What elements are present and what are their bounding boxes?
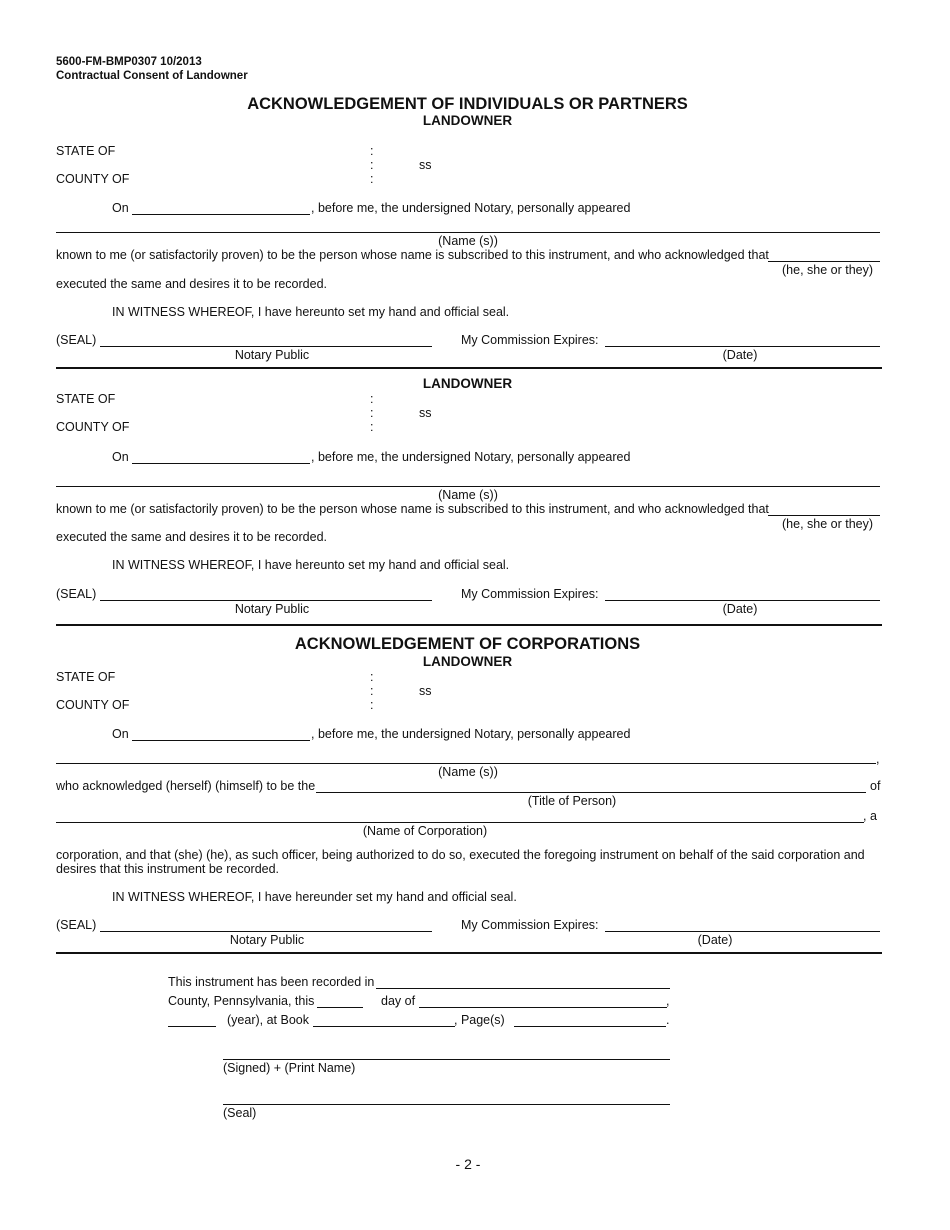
section-divider [56, 367, 882, 369]
county-pa-label: County, Pennsylvania, this [168, 994, 315, 1008]
colon: : [370, 392, 374, 406]
on-label: On [112, 450, 129, 464]
pages-field[interactable] [514, 1026, 666, 1027]
seal-label: (SEAL) [56, 333, 97, 347]
county-of-label: COUNTY OF [56, 698, 130, 712]
known-to-me-text: known to me (or satisfactorily proven) to be the person whose name is subscribed to this instrument, and who acknowledged that [56, 502, 769, 516]
names-field[interactable] [56, 763, 876, 764]
corp-caption: (Name of Corporation) [362, 824, 488, 838]
commission-label: My Commission Expires: [461, 918, 599, 932]
commission-label: My Commission Expires: [461, 587, 599, 601]
notary-signature-field[interactable] [100, 931, 432, 932]
section-divider [56, 952, 882, 954]
colon: : [370, 406, 374, 420]
signed-field[interactable] [223, 1059, 670, 1060]
colon: : [370, 698, 374, 712]
names-caption: (Name (s)) [438, 234, 498, 248]
county-of-label: COUNTY OF [56, 172, 130, 186]
witness-text: IN WITNESS WHEREOF, I have hereunder set my hand and official seal. [112, 890, 517, 904]
ss-label: ss [419, 406, 432, 420]
names-field[interactable] [56, 486, 880, 487]
seal-label: (SEAL) [56, 587, 97, 601]
on-label: On [112, 201, 129, 215]
witness-text: IN WITNESS WHEREOF, I have hereunto set my hand and official seal. [112, 558, 510, 572]
names-caption: (Name (s)) [438, 488, 498, 502]
notary-signature-field[interactable] [100, 346, 432, 347]
before-me-text: , before me, the undersigned Notary, personally appeared [311, 201, 631, 215]
date-appeared-field[interactable] [132, 740, 310, 741]
pronoun-caption: (he, she or they) [782, 517, 874, 531]
acknowledged-text: who acknowledged (herself) (himself) to be the [56, 779, 316, 793]
period: . [666, 1013, 670, 1027]
names-caption: (Name (s)) [438, 765, 498, 779]
commission-label: My Commission Expires: [461, 333, 599, 347]
signed-caption: (Signed) + (Print Name) [223, 1061, 356, 1075]
notary-caption: Notary Public [229, 933, 305, 947]
recorded-in-label: This instrument has been recorded in [168, 975, 375, 989]
book-field[interactable] [313, 1026, 455, 1027]
form-code: 5600-FM-BMP0307 10/2013 [56, 56, 202, 68]
ss-label: ss [419, 158, 432, 172]
state-of-label: STATE OF [56, 392, 116, 406]
colon: : [370, 144, 374, 158]
date-caption: (Date) [722, 348, 758, 362]
date-caption: (Date) [722, 602, 758, 616]
before-me-text: , before me, the undersigned Notary, personally appeared [311, 727, 631, 741]
colon: : [370, 420, 374, 434]
executed-text: executed the same and desires it to be recorded. [56, 277, 327, 291]
section1-subtitle: LANDOWNER [422, 113, 513, 128]
section3-subtitle: LANDOWNER [422, 654, 513, 669]
pages-label: , Page(s) [454, 1013, 505, 1027]
notary-caption: Notary Public [234, 602, 310, 616]
seal-caption: (Seal) [223, 1106, 257, 1120]
commission-date-field[interactable] [605, 600, 880, 601]
of-label: of [870, 779, 881, 793]
names-field[interactable] [56, 232, 880, 233]
ss-label: ss [419, 684, 432, 698]
county-of-label: COUNTY OF [56, 420, 130, 434]
executed-text: executed the same and desires it to be recorded. [56, 530, 327, 544]
corporation-name-field[interactable] [56, 822, 864, 823]
colon: : [370, 684, 374, 698]
state-of-label: STATE OF [56, 670, 116, 684]
section-divider [56, 624, 882, 626]
date-appeared-field[interactable] [132, 463, 310, 464]
year-book-label: (year), at Book [227, 1013, 309, 1027]
known-to-me-text: known to me (or satisfactorily proven) to be the person whose name is subscribed to this instrument, and who acknowledged that [56, 248, 769, 262]
before-me-text: , before me, the undersigned Notary, personally appeared [311, 450, 631, 464]
notary-signature-field[interactable] [100, 600, 432, 601]
witness-text: IN WITNESS WHEREOF, I have hereunto set my hand and official seal. [112, 305, 510, 319]
a-label: , a [863, 809, 877, 823]
colon: : [370, 172, 374, 186]
section3-title: ACKNOWLEDGEMENT OF CORPORATIONS [294, 635, 641, 653]
colon: : [370, 670, 374, 684]
year-field[interactable] [168, 1026, 216, 1027]
date-caption: (Date) [697, 933, 733, 947]
date-appeared-field[interactable] [132, 214, 310, 215]
pronoun-field[interactable] [768, 515, 880, 516]
page-number: - 2 - [455, 1156, 481, 1172]
comma: , [666, 994, 670, 1008]
section2-subtitle: LANDOWNER [422, 376, 513, 391]
pronoun-field[interactable] [768, 261, 880, 262]
section1-title: ACKNOWLEDGEMENT OF INDIVIDUALS OR PARTNERS [247, 95, 688, 113]
corporation-text: corporation, and that (she) (he), as such officer, being authorized to do so, executed the foregoing instrument on behalf of the said corporation and desires that this instrument be recorded. [56, 848, 865, 876]
form-name: Contractual Consent of Landowner [56, 70, 248, 82]
commission-date-field[interactable] [605, 931, 880, 932]
seal-label: (SEAL) [56, 918, 97, 932]
month-field[interactable] [419, 1007, 667, 1008]
comma: , [876, 752, 880, 766]
title-caption: (Title of Person) [527, 794, 617, 808]
on-label: On [112, 727, 129, 741]
seal-field[interactable] [223, 1104, 670, 1105]
title-of-person-field[interactable] [316, 792, 866, 793]
day-of-label: day of [381, 994, 416, 1008]
commission-date-field[interactable] [605, 346, 880, 347]
day-field[interactable] [317, 1007, 363, 1008]
notary-caption: Notary Public [234, 348, 310, 362]
recorded-county-field[interactable] [376, 988, 670, 989]
colon: : [370, 158, 374, 172]
pronoun-caption: (he, she or they) [782, 263, 874, 277]
state-of-label: STATE OF [56, 144, 116, 158]
